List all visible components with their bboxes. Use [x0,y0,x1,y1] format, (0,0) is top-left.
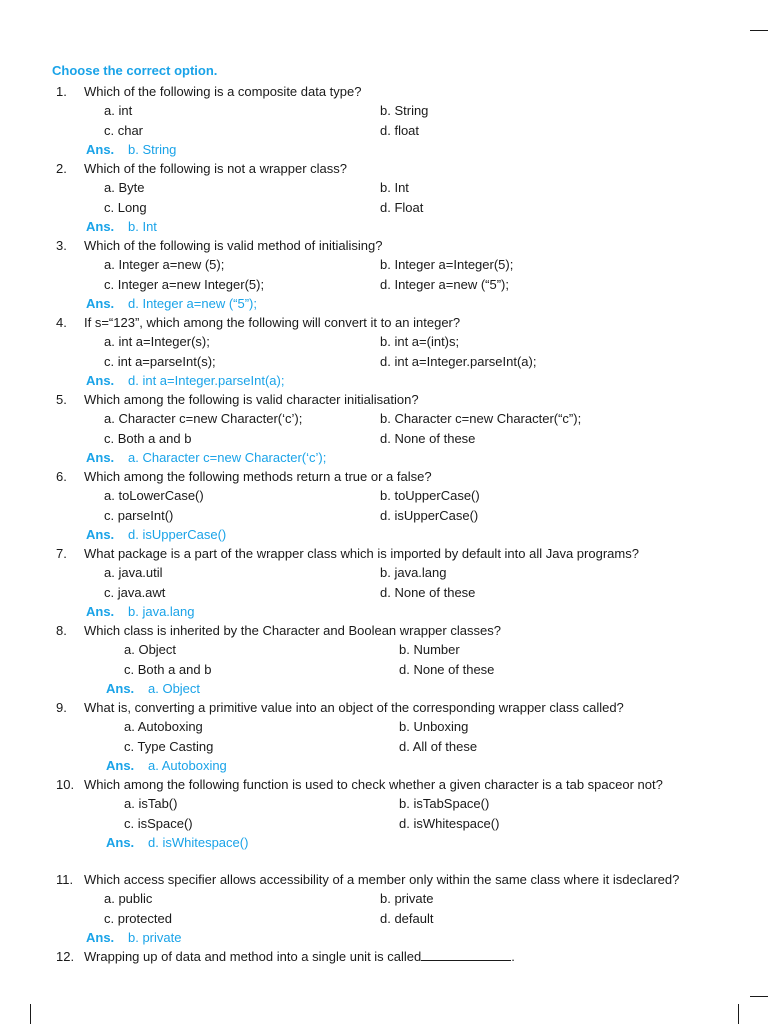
question-10 [0,775,768,852]
option-a: a. Object [124,642,177,657]
answer-label: Ans. [86,930,115,945]
option-a: a. Integer a=new (5); [104,257,225,272]
question-text: Which of the following is valid method of initialising? [84,238,383,253]
answer-label: Ans. [86,604,115,619]
option-b: b. Character c=new Character(“c”); [380,411,582,426]
question-1 [0,82,768,159]
option-c: c. char [104,122,144,138]
option-c: c. isSpace() [124,815,193,831]
question-text: Which of the following is not a wrapper class? [84,161,348,176]
question-text: Which of the following is a composite data type? [84,84,362,99]
question-number: 5. [56,392,67,407]
question-6 [0,467,768,544]
question-4 [0,313,768,390]
option-d: d. None of these [399,661,495,677]
option-a: a. Byte [104,180,145,195]
option-c: c. java.awt [104,584,166,600]
question-number: 11. [56,872,74,887]
question-text: Which class is inherited by the Character and Boolean wrapper classes? [84,623,501,638]
question-number: 8. [56,623,67,638]
option-d: d. isUpperCase() [380,507,479,523]
answer-text: a. Object [148,681,201,696]
option-d: d. int a=Integer.parseInt(a); [380,353,537,369]
answer-label: Ans. [86,527,115,542]
option-a: a. int [104,103,133,118]
answer-text: b. Int [128,219,157,234]
option-c: c. Integer a=new Integer(5); [104,276,265,292]
answer-text: d. isWhitespace() [148,835,249,850]
option-c: c. Both a and b [104,430,192,446]
answer-label: Ans. [106,758,135,773]
question-text: Which access specifier allows accessibility of a member only within the same class where it isdeclared? [84,872,680,887]
question-text: If s=“123”, which among the following will convert it to an integer? [84,315,461,330]
question-number: 12. [56,949,75,964]
question-number: 4. [56,315,67,330]
option-d: d. Integer a=new (“5”); [380,276,509,292]
page-corner-rule-bottom [750,996,768,997]
option-b: b. String [380,103,429,118]
answer-label: Ans. [86,296,115,311]
question-number: 3. [56,238,67,253]
option-d: d. None of these [380,430,476,446]
question-2 [0,159,768,236]
option-b: b. Integer a=Integer(5); [380,257,514,272]
option-a: a. isTab() [124,796,178,811]
option-c: c. Both a and b [124,661,212,677]
answer-text: b. private [128,930,182,945]
answer-text: d. isUpperCase() [128,527,227,542]
question-number: 2. [56,161,67,176]
option-c: c. int a=parseInt(s); [104,353,216,369]
option-b: b. int a=(int)s; [380,334,460,349]
question-9 [0,698,768,775]
option-a: a. Autoboxing [124,719,203,734]
option-b: b. java.lang [380,565,447,580]
question-number: 1. [56,84,67,99]
question-text: Which among the following is valid character initialisation? [84,392,419,407]
question-number: 10. [56,777,75,792]
option-d: d. Float [380,199,424,215]
option-a: a. int a=Integer(s); [104,334,210,349]
option-d: d. None of these [380,584,476,600]
option-c: c. parseInt() [104,507,174,523]
answer-text: a. Autoboxing [148,758,227,773]
answer-label: Ans. [86,450,115,465]
spacer [0,852,768,870]
option-a: a. toLowerCase() [104,488,204,503]
option-d: d. All of these [399,738,478,754]
option-b: b. private [380,891,434,906]
option-c: c. protected [104,910,172,926]
answer-text: a. Character c=new Character(‘c’); [128,450,327,465]
answer-text: d. Integer a=new (“5”); [128,296,257,311]
question-7 [0,544,768,621]
option-b: b. isTabSpace() [399,796,490,811]
question-text [84,947,515,966]
answer-label: Ans. [106,681,135,696]
option-b: b. Int [380,180,409,195]
option-b: b. Unboxing [399,719,469,734]
question-text: What package is a part of the wrapper class which is imported by default into all Java programs? [84,546,639,561]
answer-label: Ans. [86,219,115,234]
question-number: 9. [56,700,67,715]
answer-text: b. java.lang [128,604,195,619]
page-edge-mark-right [738,1004,739,1024]
question-8 [0,621,768,698]
question-5 [0,390,768,467]
answer-text: d. int a=Integer.parseInt(a); [128,373,285,388]
answer-label: Ans. [86,142,115,157]
option-a: a. Character c=new Character(‘c’); [104,411,303,426]
question-11 [0,870,768,947]
question-3 [0,236,768,313]
option-d: d. float [380,122,420,138]
question-number: 6. [56,469,67,484]
question-text: Which among the following function is used to check whether a given character is a tab spaceor not? [84,777,663,792]
page-corner-rule [750,30,768,31]
option-a: a. public [104,891,153,906]
section-heading: Choose the correct option. [52,63,218,78]
question-text: What is, converting a primitive value into an object of the corresponding wrapper class called? [84,700,624,715]
question-list [0,82,768,966]
question-trailing-punct: . [511,949,515,964]
answer-label: Ans. [86,373,115,388]
question-text-content: Wrapping up of data and method into a single unit is called [84,949,422,964]
question-12 [0,947,768,966]
option-c: c. Long [104,199,147,215]
answer-text: b. String [128,142,177,157]
option-b: b. Number [399,642,460,657]
option-d: d. isWhitespace() [399,815,500,831]
option-d: d. default [380,910,434,926]
fill-in-blank [421,947,511,961]
question-text: Which among the following methods return a true or a false? [84,469,432,484]
question-number: 7. [56,546,67,561]
option-c: c. Type Casting [124,738,214,754]
answer-label: Ans. [106,835,135,850]
page-edge-mark-left [30,1004,31,1024]
option-b: b. toUpperCase() [380,488,480,503]
option-a: a. java.util [104,565,163,580]
